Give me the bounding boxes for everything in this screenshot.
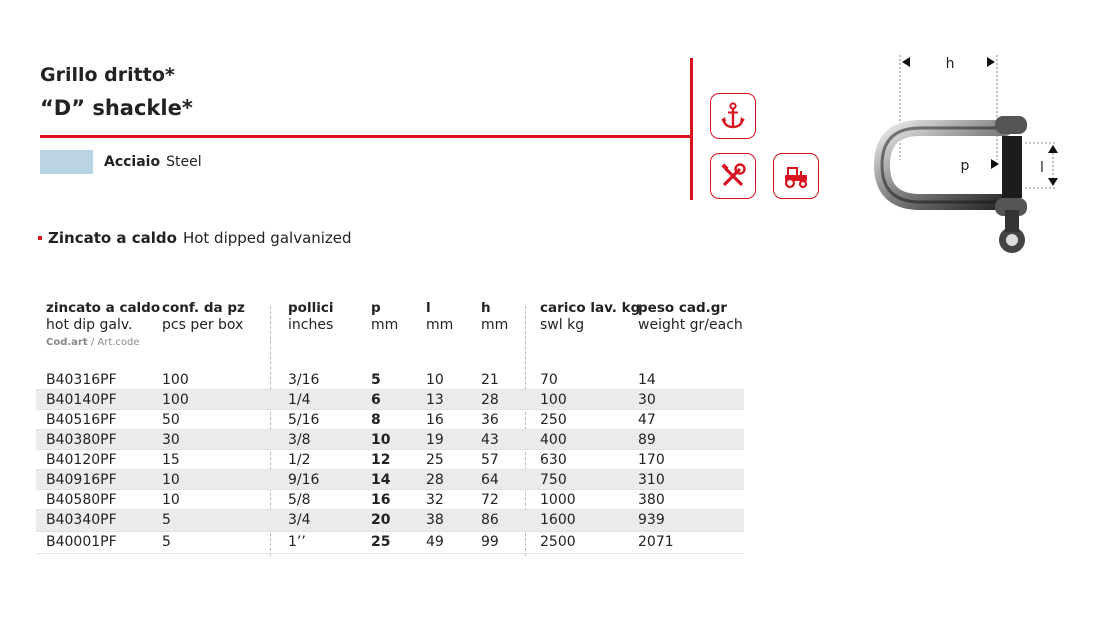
table-cell: 25 [426, 452, 444, 468]
table-cell: 2500 [540, 534, 576, 550]
table-cell: 30 [162, 432, 180, 448]
table-cell: 1/2 [288, 452, 311, 468]
table-cell: 2071 [638, 534, 674, 550]
column-header [638, 300, 743, 333]
table-cell: 14 [638, 372, 656, 388]
column-header-italian: h [481, 300, 491, 316]
table-cell: 28 [481, 392, 499, 408]
table-cell: 21 [481, 372, 499, 388]
column-header [162, 300, 245, 333]
table-cell: 50 [162, 412, 180, 428]
table-cell: 25 [371, 534, 391, 550]
column-header-english: inches [288, 317, 334, 333]
dim-label-l: l [1040, 160, 1044, 176]
table-cell: 19 [426, 432, 444, 448]
table-cell: 250 [540, 412, 567, 428]
finish-label [38, 229, 352, 247]
table-cell: B40380PF [46, 432, 117, 448]
anchor-icon [710, 93, 756, 139]
table-row [36, 390, 744, 410]
material-swatch [40, 150, 93, 174]
table-cell: 8 [371, 412, 381, 428]
table-cell: 57 [481, 452, 499, 468]
table-cell: 750 [540, 472, 567, 488]
table-cell: B40340PF [46, 512, 117, 528]
table-cell: 72 [481, 492, 499, 508]
table-cell: 12 [371, 452, 391, 468]
table-cell: 30 [638, 392, 656, 408]
table-cell: 43 [481, 432, 499, 448]
table-cell: 16 [371, 492, 391, 508]
table-cell: 9/16 [288, 472, 320, 488]
table-cell: 47 [638, 412, 656, 428]
title-english: “D” shackle* [40, 96, 193, 120]
table-cell: B40580PF [46, 492, 117, 508]
table-row [36, 532, 744, 554]
column-header-italian: carico lav. kg [540, 300, 641, 316]
spec-table [36, 300, 744, 554]
column-header-italian: peso cad.gr [638, 300, 728, 316]
column-header-english: hot dip galv. [46, 317, 133, 333]
l-arrow-down-icon [1048, 178, 1058, 186]
table-cell: 49 [426, 534, 444, 550]
table-cell: 400 [540, 432, 567, 448]
table-cell: 16 [426, 412, 444, 428]
tractor-icon [773, 153, 819, 199]
table-header [36, 300, 744, 366]
table-cell: 380 [638, 492, 665, 508]
table-cell: 10 [162, 492, 180, 508]
column-header-note-bold: Cod.art [46, 337, 88, 348]
table-cell: 10 [371, 432, 391, 448]
column-header-italian: p [371, 300, 381, 316]
title-italian: Grillo dritto* [40, 64, 175, 86]
table-cell: 1600 [540, 512, 576, 528]
table-body [36, 370, 744, 554]
table-cell: B40001PF [46, 534, 117, 550]
table-row [36, 430, 744, 450]
table-row [36, 410, 744, 430]
table-cell: 310 [638, 472, 665, 488]
l-arrow-up-icon [1048, 145, 1058, 153]
table-cell: 38 [426, 512, 444, 528]
h-arrow-right-icon [987, 57, 995, 67]
table-row [36, 510, 744, 532]
column-header-italian: zincato a caldo [46, 300, 161, 316]
column-header-english: mm [371, 317, 399, 333]
finish-label-english: Hot dipped galvanized [182, 229, 352, 247]
column-header [540, 300, 640, 333]
table-cell: 32 [426, 492, 444, 508]
column-header-english: weight gr/each [638, 317, 743, 333]
table-cell: 20 [371, 512, 391, 528]
column-header-italian: l [426, 300, 431, 316]
table-cell: 5 [371, 372, 381, 388]
table-cell: 28 [426, 472, 444, 488]
table-cell: 10 [162, 472, 180, 488]
column-header-english: pcs per box [162, 317, 244, 333]
h-arrow-left-icon [902, 57, 910, 67]
table-cell: 14 [371, 472, 391, 488]
dim-label-h: h [945, 56, 955, 72]
red-divider-horizontal [40, 135, 692, 138]
table-cell: 86 [481, 512, 499, 528]
dim-label-p: p [960, 158, 970, 174]
table-cell: 100 [540, 392, 567, 408]
column-header-english: mm [481, 317, 509, 333]
table-cell: 5/8 [288, 492, 311, 508]
table-cell: 3/8 [288, 432, 311, 448]
table-cell: 1’’ [288, 534, 306, 550]
table-cell: 36 [481, 412, 499, 428]
column-header-italian: pollici [288, 300, 334, 316]
table-cell: 64 [481, 472, 499, 488]
table-cell: 89 [638, 432, 656, 448]
table-row [36, 450, 744, 470]
table-cell: 100 [162, 392, 189, 408]
table-cell: 5 [162, 512, 171, 528]
table-row [36, 470, 744, 490]
red-divider-vertical [690, 58, 693, 200]
table-cell: 5/16 [288, 412, 320, 428]
column-header [371, 300, 398, 333]
table-row [36, 490, 744, 510]
table-cell: 100 [162, 372, 189, 388]
column-header-italian: conf. da pz [162, 300, 245, 316]
material-label-english: Steel [166, 154, 202, 170]
table-cell: 99 [481, 534, 499, 550]
shackle-diagram [860, 40, 1060, 270]
table-cell: 170 [638, 452, 665, 468]
table-cell: B40516PF [46, 412, 117, 428]
table-cell: 70 [540, 372, 558, 388]
column-header [46, 300, 160, 348]
table-cell: 3/16 [288, 372, 320, 388]
material-legend [40, 150, 202, 174]
table-cell: B40140PF [46, 392, 117, 408]
column-header-english: mm [426, 317, 454, 333]
p-arrow-icon [991, 159, 999, 169]
table-cell: 1/4 [288, 392, 311, 408]
table-cell: 6 [371, 392, 381, 408]
column-header [288, 300, 333, 333]
column-header [481, 300, 508, 333]
table-cell: 939 [638, 512, 665, 528]
table-cell: 5 [162, 534, 171, 550]
column-header [426, 300, 453, 333]
material-label-italian: Acciaio [104, 154, 161, 170]
table-cell: B40120PF [46, 452, 117, 468]
column-header-note [46, 337, 160, 348]
finish-label-italian: Zincato a caldo [48, 229, 177, 247]
tools-icon [710, 153, 756, 199]
column-header-note-text: / Art.code [87, 337, 140, 348]
table-cell: 630 [540, 452, 567, 468]
table-cell: 3/4 [288, 512, 311, 528]
table-row [36, 370, 744, 390]
table-cell: 15 [162, 452, 180, 468]
table-cell: B40316PF [46, 372, 117, 388]
column-header-english: swl kg [540, 317, 585, 333]
table-cell: 1000 [540, 492, 576, 508]
table-cell: 13 [426, 392, 444, 408]
table-cell: 10 [426, 372, 444, 388]
bullet-marker [38, 236, 42, 240]
table-cell: B40916PF [46, 472, 117, 488]
